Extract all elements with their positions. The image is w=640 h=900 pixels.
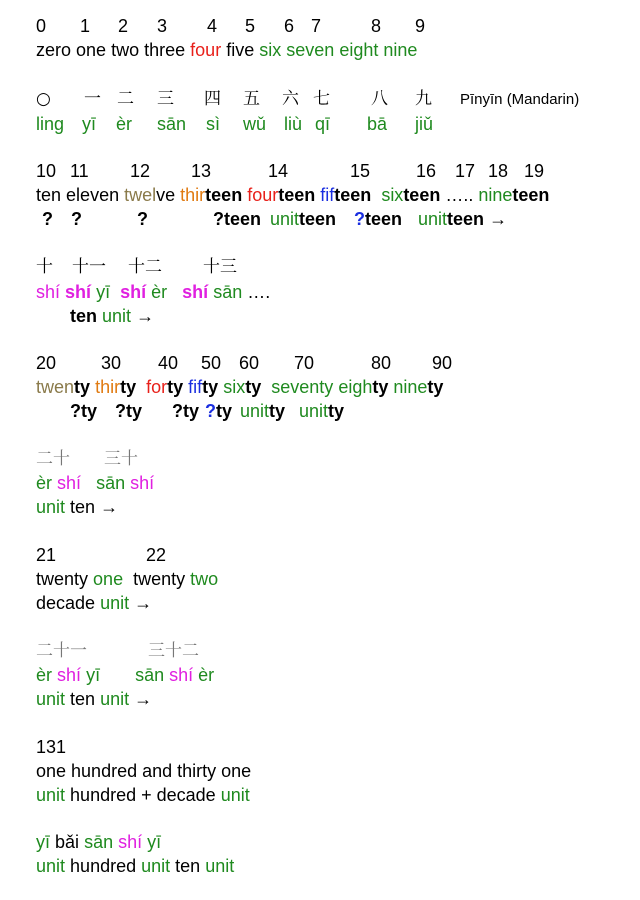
pinyin-shi-bold: shí xyxy=(120,282,147,302)
number-40: 40 xyxy=(158,353,179,373)
pattern-qty-50 xyxy=(205,400,232,422)
number-17: 17 xyxy=(455,161,476,181)
suffix-ty: ty xyxy=(216,401,233,421)
pinyin-5: wǔ xyxy=(243,114,267,134)
ellipsis: …. xyxy=(247,282,271,302)
ten-word: ten xyxy=(175,856,201,876)
digit-6: 6 xyxy=(284,16,295,36)
number-70: 70 xyxy=(294,353,315,373)
number-18: 18 xyxy=(488,161,509,181)
ten-word: ten xyxy=(70,497,96,517)
han-21: 二十一 xyxy=(36,641,87,661)
ten-word: ten xyxy=(70,306,97,326)
word-four: four xyxy=(190,40,222,60)
han-8: 八 xyxy=(371,89,388,109)
han-20: 二十 xyxy=(36,449,70,469)
han-30: 三十 xyxy=(104,449,138,469)
pinyin-san: sān xyxy=(96,473,126,493)
word-six: six xyxy=(381,185,404,205)
pinyin-3: sān xyxy=(157,114,187,134)
word-thir: thir xyxy=(95,377,121,397)
unit-hundred-pattern xyxy=(36,855,234,877)
pinyin-san: sān xyxy=(84,832,114,852)
word-fif: fif xyxy=(320,185,335,205)
han-6: 六 xyxy=(282,89,299,109)
digit-7: 7 xyxy=(311,16,322,36)
suffix-teen: teen xyxy=(512,185,550,205)
suffix-ty: ty xyxy=(372,377,389,397)
pinyin-er: èr xyxy=(198,665,215,685)
number-80: 80 xyxy=(371,353,392,373)
number-19: 19 xyxy=(524,161,545,181)
word-seven: seven xyxy=(271,377,320,397)
english-digits-line xyxy=(36,39,417,61)
word-nine: nine xyxy=(383,40,418,60)
pinyin-yi: yī xyxy=(96,282,111,302)
number-16: 16 xyxy=(416,161,437,181)
word-twen: twen xyxy=(36,377,75,397)
digit-2: 2 xyxy=(118,16,129,36)
number-10: 10 xyxy=(36,161,57,181)
question-mark: ? xyxy=(205,401,216,421)
word-six: six xyxy=(223,377,246,397)
word-three: three xyxy=(144,40,186,60)
suffix-ty: ty xyxy=(319,377,334,397)
pattern-qteen-15 xyxy=(354,208,402,230)
pinyin-shi-bold: shí xyxy=(65,282,92,302)
han-4: 四 xyxy=(204,89,221,109)
han-9: 九 xyxy=(415,89,432,109)
number-13: 13 xyxy=(191,161,212,181)
word-for: for xyxy=(146,377,168,397)
twenty-words-line xyxy=(36,568,218,590)
hundred-plus-decade: hundred + decade xyxy=(70,785,216,805)
number-90: 90 xyxy=(432,353,453,373)
suffix-ty: ty xyxy=(269,401,286,421)
word-two: two xyxy=(111,40,140,60)
pinyin-san: sān xyxy=(135,665,165,685)
pinyin-shi: shí xyxy=(57,473,82,493)
number-14: 14 xyxy=(268,161,289,181)
ten-word: ten xyxy=(70,689,96,709)
han-3: 三 xyxy=(157,89,174,109)
pattern-q-12: ? xyxy=(137,209,148,229)
suffix-teen: teen xyxy=(278,185,316,205)
pinyin-7: qī xyxy=(315,114,331,134)
pattern-qty-30: ?ty xyxy=(115,401,142,421)
unit-ten-pattern xyxy=(36,496,118,518)
decade-unit-pattern xyxy=(36,592,152,614)
han-0: ○ xyxy=(36,89,51,109)
compound-pinyin-line xyxy=(36,664,214,686)
unit-word: unit xyxy=(270,209,300,229)
number-12: 12 xyxy=(130,161,151,181)
number-20: 20 xyxy=(36,353,57,373)
unit-word: unit xyxy=(418,209,448,229)
word-twel: twel xyxy=(124,185,157,205)
word-ve: ve xyxy=(156,185,176,205)
digit-4: 4 xyxy=(207,16,218,36)
number-60: 60 xyxy=(239,353,260,373)
suffix-teen: teen xyxy=(365,209,403,229)
suffix-ty: ty xyxy=(120,377,137,397)
word-twenty: twenty xyxy=(133,569,186,589)
pinyin-0: ling xyxy=(36,114,65,134)
arrow-right-icon: → xyxy=(100,497,119,517)
tens-english-line xyxy=(36,376,443,398)
pinyin-shi: shí xyxy=(118,832,143,852)
pinyin-shi: shí xyxy=(57,665,82,685)
pinyin-er: èr xyxy=(36,665,53,685)
suffix-ty: ty xyxy=(328,401,345,421)
pattern-qty-20: ?ty xyxy=(70,401,97,421)
unit-word: unit xyxy=(102,306,132,326)
han-1: 一 xyxy=(84,89,101,109)
number-50: 50 xyxy=(201,353,222,373)
arrow-right-icon: → xyxy=(134,689,153,709)
han-5: 五 xyxy=(243,89,260,109)
number-21: 21 xyxy=(36,545,57,565)
suffix-teen: teen xyxy=(299,209,337,229)
digit-8: 8 xyxy=(371,16,382,36)
word-five: five xyxy=(226,40,255,60)
word-eigh: eigh xyxy=(338,377,373,397)
suffix-ty: ty xyxy=(245,377,262,397)
english-131: one hundred and thirty one xyxy=(36,761,252,781)
pinyin-yi: yī xyxy=(36,832,51,852)
pinyin-er: èr xyxy=(36,473,53,493)
pinyin-label: Pīnyīn (Mandarin) xyxy=(460,91,580,108)
unit-word: unit xyxy=(141,856,171,876)
pattern-qteen-13: ?teen xyxy=(213,209,262,229)
pinyin-1: yī xyxy=(82,114,97,134)
word-eleven: eleven xyxy=(66,185,120,205)
suffix-teen: teen xyxy=(334,185,372,205)
han-10: 十 xyxy=(36,257,53,277)
pinyin-er: èr xyxy=(151,282,168,302)
pattern-unitty-60 xyxy=(240,400,285,422)
unit-word: unit xyxy=(240,401,270,421)
hundred-decade-pattern xyxy=(36,784,250,806)
hundred-word: hundred xyxy=(70,856,137,876)
tens-pinyin-line xyxy=(36,472,154,494)
pattern-unitty-70 xyxy=(299,400,344,422)
suffix-ty: ty xyxy=(167,377,184,397)
unit-word: unit xyxy=(36,856,66,876)
word-nine: nine xyxy=(393,377,428,397)
han-13: 十三 xyxy=(203,257,237,277)
arrow-right-icon: → xyxy=(134,593,153,613)
unit-word: unit xyxy=(36,689,66,709)
han-12: 十二 xyxy=(128,257,162,277)
suffix-ty: ty xyxy=(202,377,219,397)
word-four: four xyxy=(247,185,279,205)
pattern-q-10: ? xyxy=(42,209,53,229)
number-11: 11 xyxy=(70,161,89,181)
unit-word: unit xyxy=(220,785,250,805)
suffix-ty: ty xyxy=(427,377,444,397)
pinyin-2: èr xyxy=(116,114,133,134)
han-7: 七 xyxy=(313,89,330,109)
pattern-q-11: ? xyxy=(71,209,82,229)
word-one: one xyxy=(76,40,107,60)
unit-ten-unit-pattern xyxy=(36,688,152,710)
word-fif: fif xyxy=(188,377,203,397)
unit-word: unit xyxy=(100,593,130,613)
digit-3: 3 xyxy=(157,16,168,36)
pinyin-yi: yī xyxy=(86,665,101,685)
word-seven: seven xyxy=(286,40,335,60)
unit-word: unit xyxy=(36,497,66,517)
number-15: 15 xyxy=(350,161,371,181)
suffix-ty: ty xyxy=(74,377,91,397)
pattern-qty-40: ?ty xyxy=(172,401,199,421)
word-ten: ten xyxy=(36,185,62,205)
pinyin-4: sì xyxy=(206,114,221,134)
unit-word: unit xyxy=(100,689,130,709)
word-zero: zero xyxy=(36,40,72,60)
pinyin-9: jiǔ xyxy=(415,114,434,134)
digit-5: 5 xyxy=(245,16,256,36)
pinyin-shi: shí xyxy=(36,282,61,302)
pinyin-8: bā xyxy=(367,114,388,134)
unit-word: unit xyxy=(299,401,329,421)
han-32: 三十二 xyxy=(148,641,199,661)
number-22: 22 xyxy=(146,545,167,565)
han-11: 十一 xyxy=(72,257,106,277)
word-one: one xyxy=(93,569,124,589)
digit-1: 1 xyxy=(80,16,91,36)
pinyin-6: liù xyxy=(284,114,303,134)
word-six: six xyxy=(259,40,282,60)
word-eight: eight xyxy=(339,40,379,60)
pattern-unitteen-14 xyxy=(270,208,336,230)
number-30: 30 xyxy=(101,353,122,373)
suffix-teen: teen xyxy=(447,209,485,229)
pinyin-131-line xyxy=(36,831,161,853)
han-2: 二 xyxy=(117,89,134,109)
teens-english-line xyxy=(36,184,549,206)
word-two: two xyxy=(190,569,219,589)
ten-unit-pattern xyxy=(70,305,154,327)
pinyin-shi-bold: shí xyxy=(182,282,209,302)
unit-word: unit xyxy=(36,785,66,805)
suffix-teen: teen xyxy=(205,185,243,205)
suffix-teen: teen xyxy=(403,185,441,205)
pattern-unitteen-16 xyxy=(418,208,507,230)
word-twenty: twenty xyxy=(36,569,89,589)
pinyin-shi: shí xyxy=(169,665,194,685)
pinyin-shi: shí xyxy=(130,473,155,493)
arrow-right-icon: → xyxy=(136,306,155,326)
word-thir: thir xyxy=(180,185,206,205)
word-nine: nine xyxy=(478,185,513,205)
pinyin-san: sān xyxy=(213,282,243,302)
pinyin-yi: yī xyxy=(147,832,162,852)
question-mark: ? xyxy=(354,209,365,229)
decade-word: decade xyxy=(36,593,96,613)
number-131: 131 xyxy=(36,737,67,757)
digit-9: 9 xyxy=(415,16,426,36)
teens-pinyin-line xyxy=(36,281,270,303)
ellipsis: ….. xyxy=(445,185,474,205)
digit-0: 0 xyxy=(36,16,47,36)
arrow-right-icon: → xyxy=(489,209,508,229)
pinyin-bai: bǎi xyxy=(55,832,80,852)
unit-word: unit xyxy=(205,856,235,876)
